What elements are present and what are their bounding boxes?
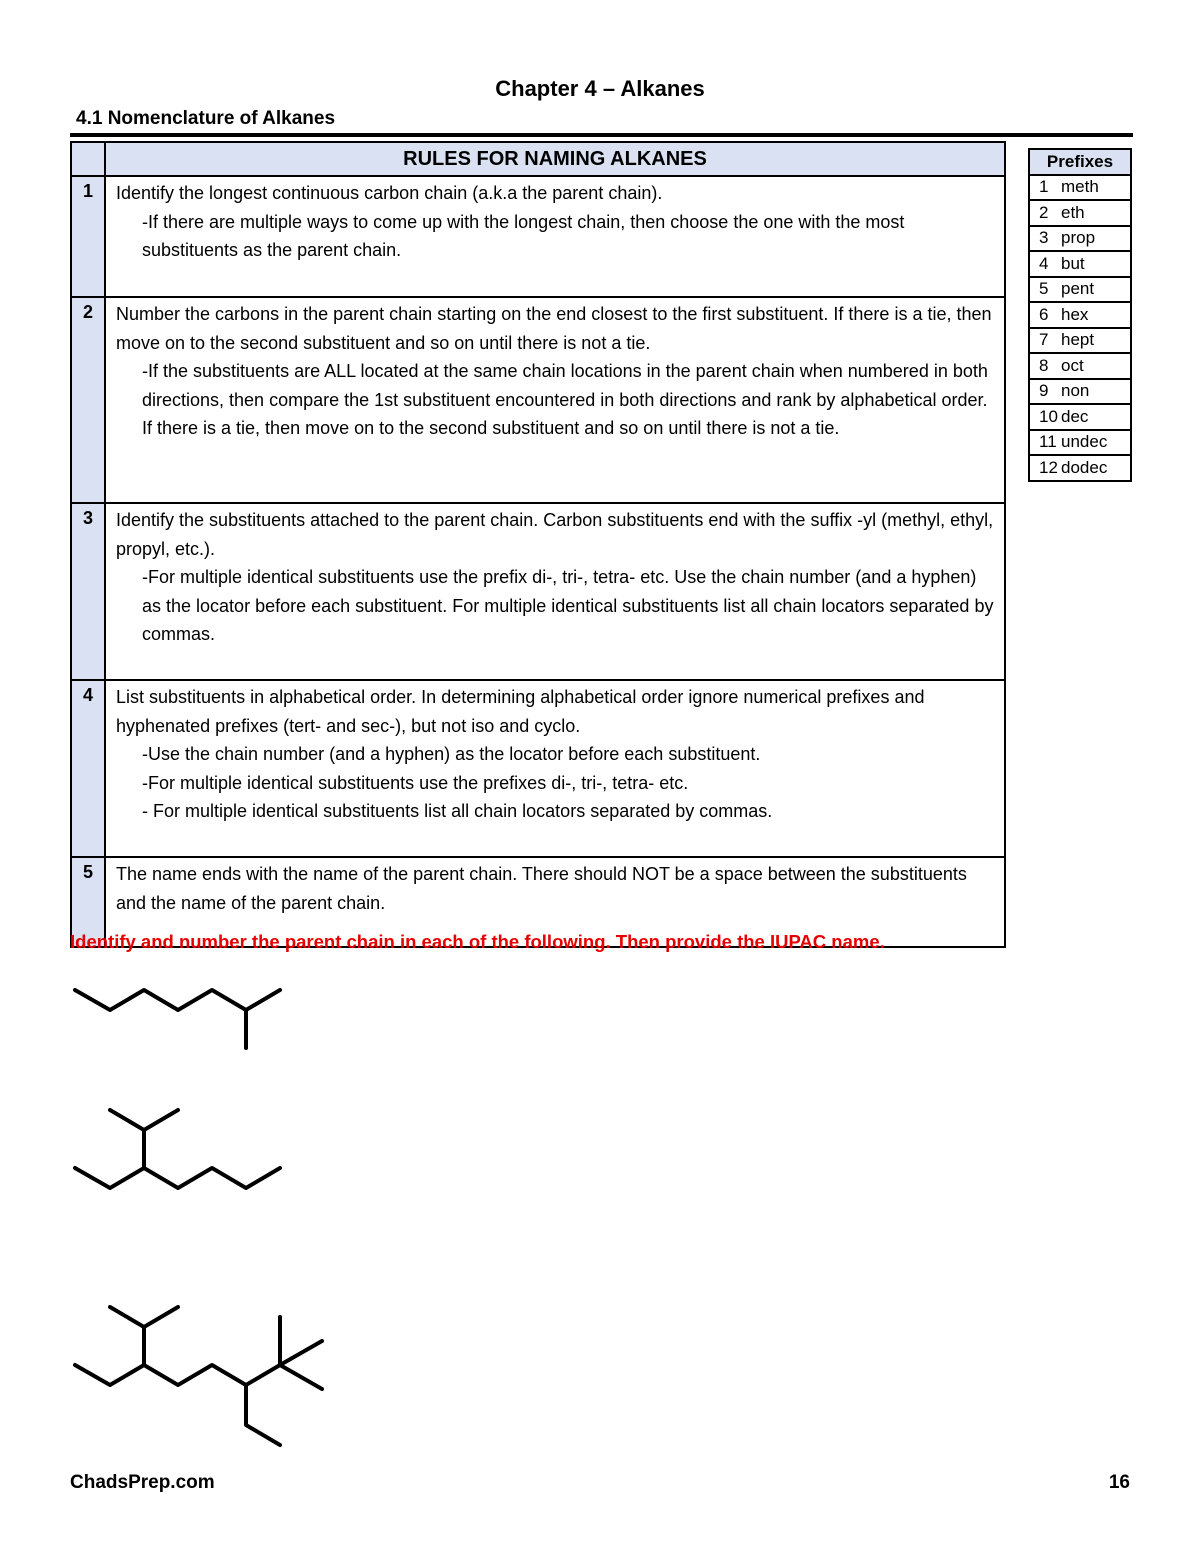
rule-line: List substituents in alphabetical order. In determining alphabetical order ignore numerical prefixes and hyphenated prefixes (tert- and sec-), but not iso and cyclo. xyxy=(116,687,925,736)
rule-number: 1 xyxy=(71,176,105,297)
molecule-3-branch xyxy=(280,1341,322,1365)
rule-number: 4 xyxy=(71,680,105,857)
prefix-name: oct xyxy=(1061,355,1084,375)
prefix-name: prop xyxy=(1061,228,1096,248)
prefix-number: 4 xyxy=(1039,253,1049,273)
rule-line: - For multiple identical substituents list all chain locators separated by commas. xyxy=(142,801,773,822)
section-title: 4.1 Nomenclature of Alkanes xyxy=(76,108,336,129)
rule-line: -If there are multiple ways to come up with the longest chain, then choose the one with the most substituents as the parent chain. xyxy=(142,211,905,261)
prefix-number: 9 xyxy=(1039,381,1049,401)
rule-line: Identify the longest continuous carbon chain (a.k.a the parent chain). xyxy=(116,183,663,203)
footer-site: ChadsPrep.com xyxy=(70,1472,215,1493)
molecule-3-branch xyxy=(144,1307,178,1327)
prefix-number: 11 xyxy=(1039,432,1057,452)
prefix-name: pent xyxy=(1061,279,1095,299)
exercise-instruction: Identify and number the parent chain in each of the following. Then provide the IUPAC name. xyxy=(70,931,885,952)
prefix-name: dec xyxy=(1061,406,1089,426)
page-number: 16 xyxy=(1108,1472,1130,1493)
prefix-name: hept xyxy=(1061,330,1095,350)
rule-line: The name ends with the name of the parent chain. There should NOT be a space between the substituents and the name of the parent chain. xyxy=(116,864,967,913)
prefix-number: 2 xyxy=(1039,202,1049,222)
rule-line: Number the carbons in the parent chain starting on the end closest to the first substituent. If there is a tie, then move on to the second substituent and so on until there is not a tie. xyxy=(116,304,992,353)
rule-line: Identify the substituents attached to the parent chain. Carbon substituents end with the suffix -yl (methyl, ethyl, propyl, etc.). xyxy=(116,510,994,559)
prefix-number: 6 xyxy=(1039,304,1049,324)
prefix-name: eth xyxy=(1061,202,1085,222)
rules-table-header: RULES FOR NAMING ALKANES xyxy=(105,142,1005,176)
molecule-3-branch xyxy=(110,1307,144,1365)
rule-line: -If the substituents are ALL located at the same chain locations in the parent chain when numbered in both directions, then compare the 1st substituent encountered in both directions and rank by alphabetical order. If there is a tie, then move on to the second substituent and so on until there is not a tie. xyxy=(142,361,988,439)
rule-number: 3 xyxy=(71,503,105,680)
prefix-number: 7 xyxy=(1039,330,1049,350)
prefix-name: meth xyxy=(1061,177,1099,197)
chapter-title: Chapter 4 – Alkanes xyxy=(495,76,705,101)
molecule-2-structure xyxy=(75,1168,280,1188)
rule-line: -For multiple identical substituents use the prefixes di-, tri-, tetra- etc. xyxy=(142,772,689,793)
molecule-1-structure xyxy=(75,990,280,1010)
rule-line: -Use the chain number (and a hyphen) as the locator before each substituent. xyxy=(142,744,761,765)
prefix-number: 5 xyxy=(1039,279,1049,299)
prefix-number: 1 xyxy=(1039,177,1049,197)
prefix-name: undec xyxy=(1061,432,1108,452)
prefix-number: 3 xyxy=(1039,228,1049,248)
molecule-3-branch xyxy=(246,1385,280,1445)
prefix-name: hex xyxy=(1061,304,1089,324)
molecule-3-structure xyxy=(75,1365,280,1385)
molecule-2-branch xyxy=(144,1110,178,1130)
rule-number: 5 xyxy=(71,857,105,947)
rule-number: 2 xyxy=(71,297,105,503)
prefix-name: but xyxy=(1061,253,1085,273)
prefix-name: dodec xyxy=(1061,457,1108,477)
prefix-name: non xyxy=(1061,381,1090,401)
rule-line: -For multiple identical substituents use the prefix di-, tri-, tetra- etc. Use the chain number (and a hyphen) as the locator before each substituent. For multiple identical substituents list all chain locators separated by commas. xyxy=(142,567,994,645)
molecule-3-branch xyxy=(280,1365,322,1389)
prefix-number: 8 xyxy=(1039,355,1049,375)
molecule-2-branch xyxy=(110,1110,144,1168)
prefix-number: 12 xyxy=(1039,457,1058,477)
prefix-number: 10 xyxy=(1039,406,1058,426)
prefixes-header: Prefixes xyxy=(1029,149,1131,175)
